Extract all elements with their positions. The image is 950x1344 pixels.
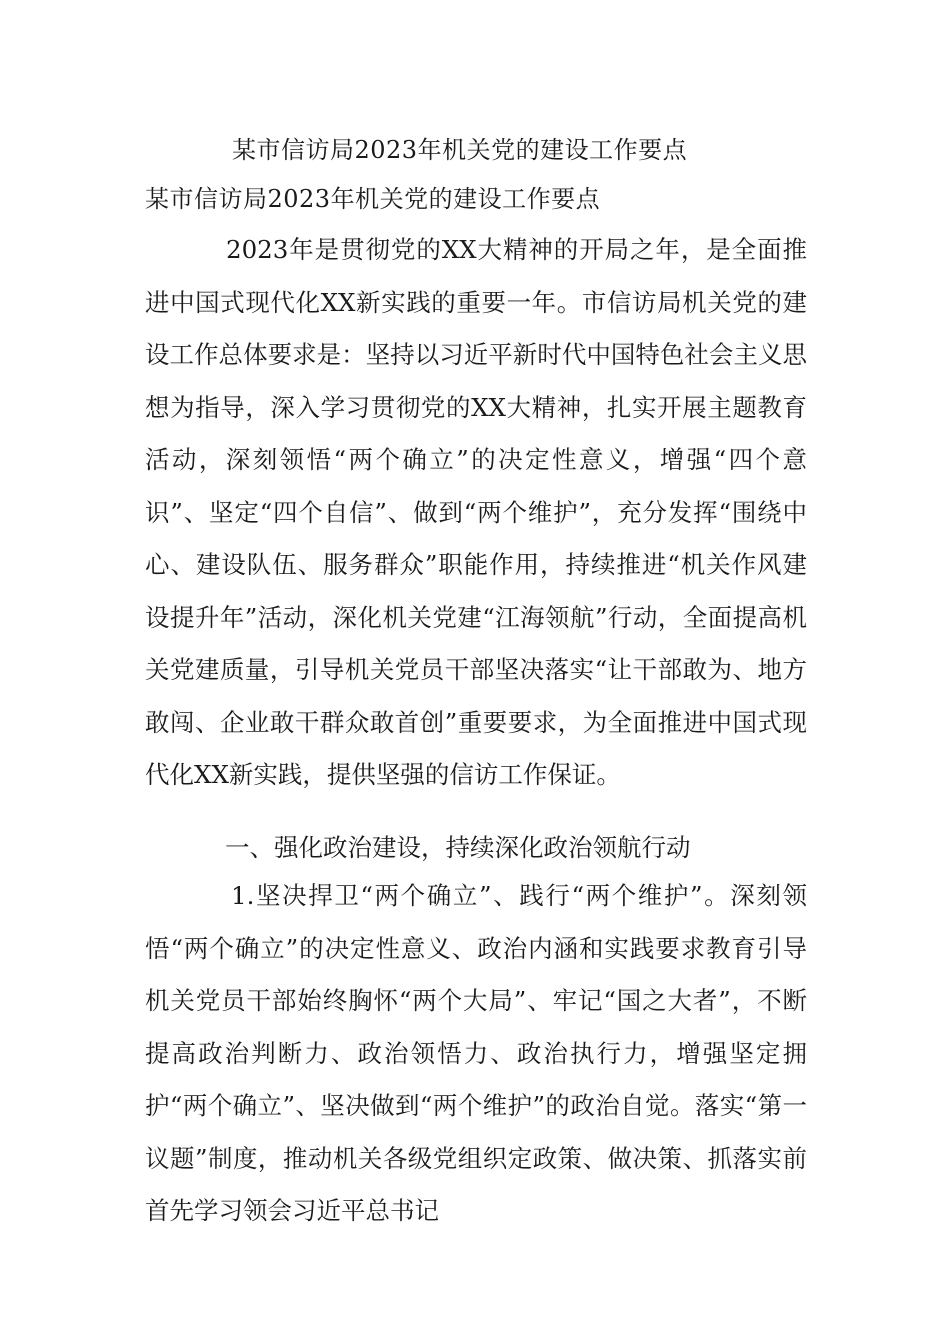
- paragraph-intro: 2023年是贯彻党的XX大精神的开局之年，是全面推进中国式现代化XX新实践的重要一年。市信访局机关党的建设工作总体要求是：坚持以习近平新时代中国特色社会主义思想为指导，深入学习贯彻党的XX大精神，扎实开展主题教育活动，深刻领悟“两个确立”的决定性意义，增强“四个意识”、坚定“四个自信”、做到“两个维护”，充分发挥“围绕中心、建设队伍、服务群众”职能作用，持续推进“机关作风建设提升年”活动，深化机关党建“江海领航”行动，全面提高机关党建质量，引导机关党员干部坚决落实“让干部敢为、地方敢闯、企业敢干群众敢首创”重要要求，为全面推进中国式现代化XX新实践，提供坚强的信访工作保证。: [145, 235, 807, 789]
- paragraph-1-1: 1.坚决捍卫“两个确立”、践行“两个维护”。深刻领悟“两个确立”的决定性意义、政治内涵和实践要求教育引导机关党员干部始终胸怀“两个大局”、牢记“国之大者”，不断提高政治判断力、政治领悟力、政治执行力，增强坚定拥护“两个确立”、坚决做到“两个维护”的政治自觉。落实“第一议题”制度，推动机关各级党组织定政策、做决策、抓落实前首先学习领会习近平总书记: [145, 881, 807, 1225]
- document-subtitle: 某市信访局2023年机关党的建设工作要点: [145, 185, 601, 213]
- document-title: 某市信访局2023年机关党的建设工作要点: [232, 136, 688, 164]
- section-heading-1: 一、强化政治建设，持续深化政治领航行动: [225, 833, 691, 862]
